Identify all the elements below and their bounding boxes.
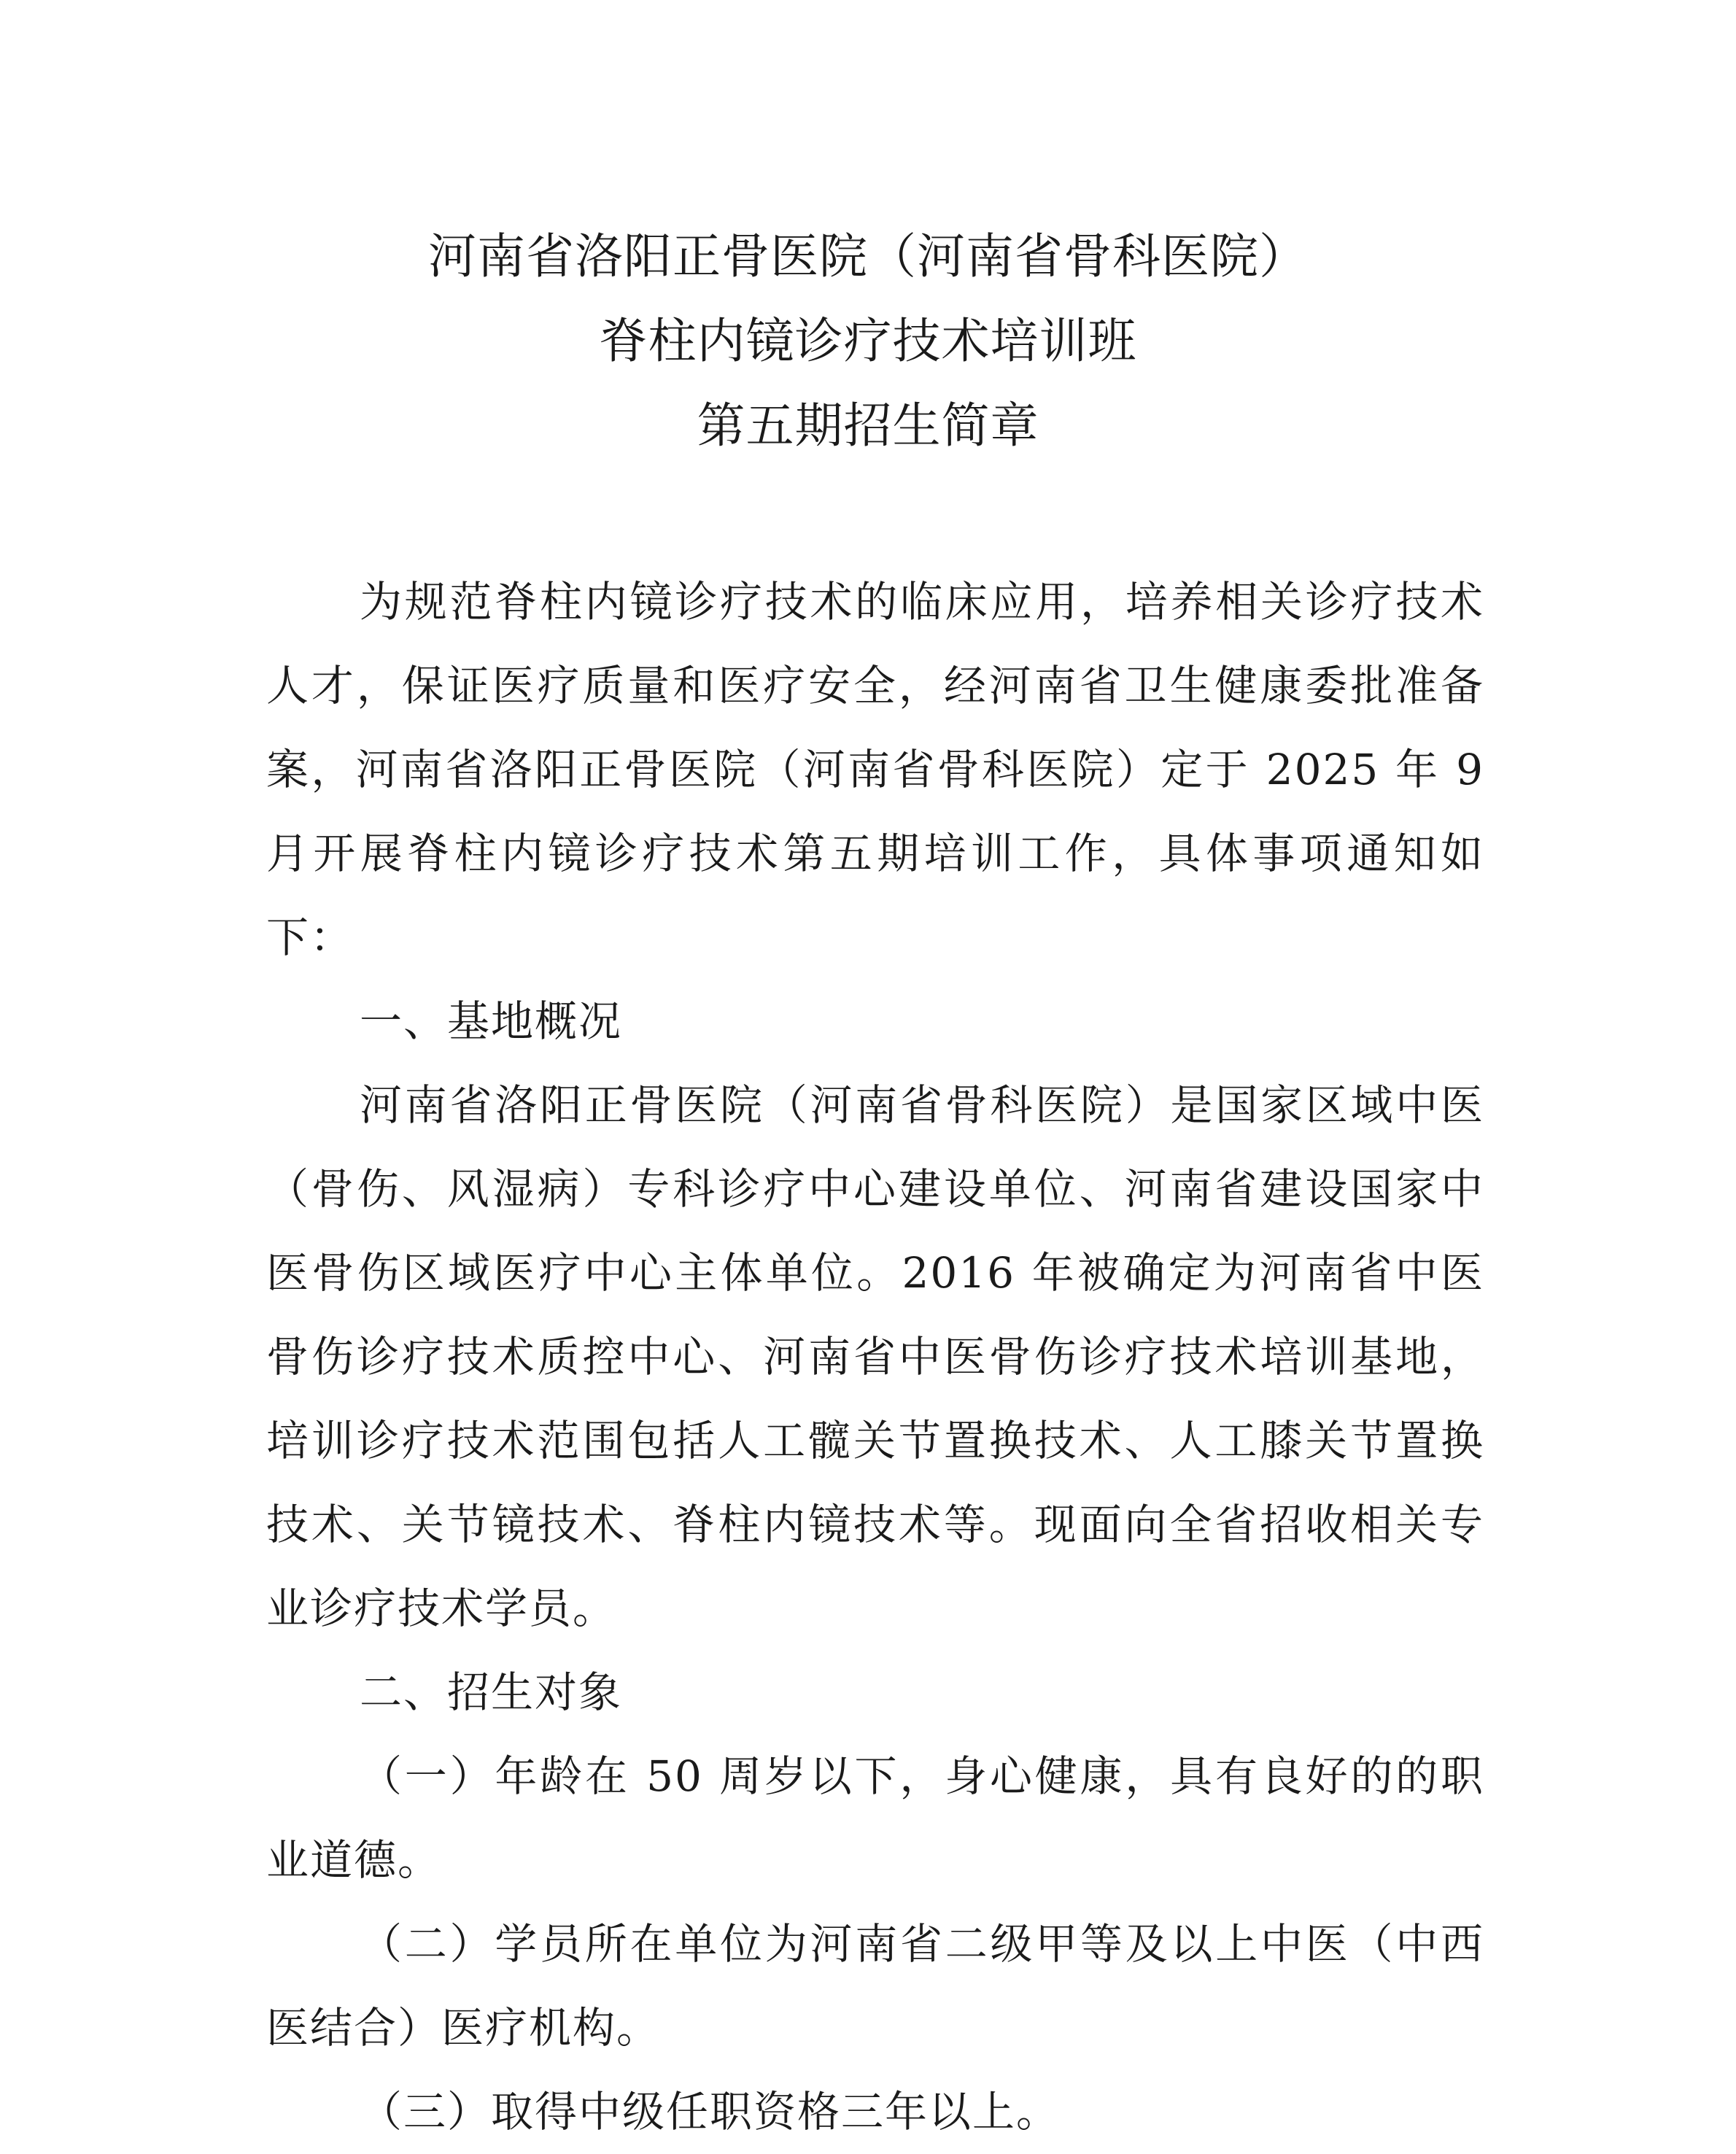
eligibility-item-2: （二）学员所在单位为河南省二级甲等及以上中医（中西医结合）医疗机构。 <box>266 1919 1484 2053</box>
document-body <box>266 560 1484 2154</box>
overview-paragraph: 河南省洛阳正骨医院（河南省骨科医院）是国家区域中医（骨伤、风湿病）专科诊疗中心建设单位、河南省建设国家中医骨伤区域医疗中心主体单位。2016 年被确定为河南省中医骨伤诊疗技术质控中心、河南省中医骨伤诊疗技术培训基地，培训诊疗技术范围包括人工髋关节置换技术、人工膝关节置换技术、关节镜技术、脊柱内镜技术等。现面向全省招收相关专业诊疗技术学员。 <box>266 1080 1484 1633</box>
document-title-line-3: 第五期招生简章 <box>697 398 1039 454</box>
document-title-line-2: 脊柱内镜诊疗技术培训班 <box>599 313 1137 369</box>
section-heading-overview: 一、基地概况 <box>360 996 623 1046</box>
document-title-line-1: 河南省洛阳正骨医院（河南省骨科医院） <box>428 228 1308 284</box>
intro-paragraph: 为规范脊柱内镜诊疗技术的临床应用，培养相关诊疗技术人才，保证医疗质量和医疗安全，经河南省卫生健康委批准备案，河南省洛阳正骨医院（河南省骨科医院）定于 2025 年 9 月开展脊柱内镜诊疗技术第五期培训工作，具体事项通知如下： <box>266 577 1484 962</box>
eligibility-item-3: （三）取得中级任职资格三年以上。 <box>360 2087 1061 2136</box>
section-heading-eligibility: 二、招生对象 <box>360 1667 623 1717</box>
eligibility-item-1: （一）年龄在 50 周岁以下，身心健康，具有良好的的职业道德。 <box>266 1751 1484 1885</box>
